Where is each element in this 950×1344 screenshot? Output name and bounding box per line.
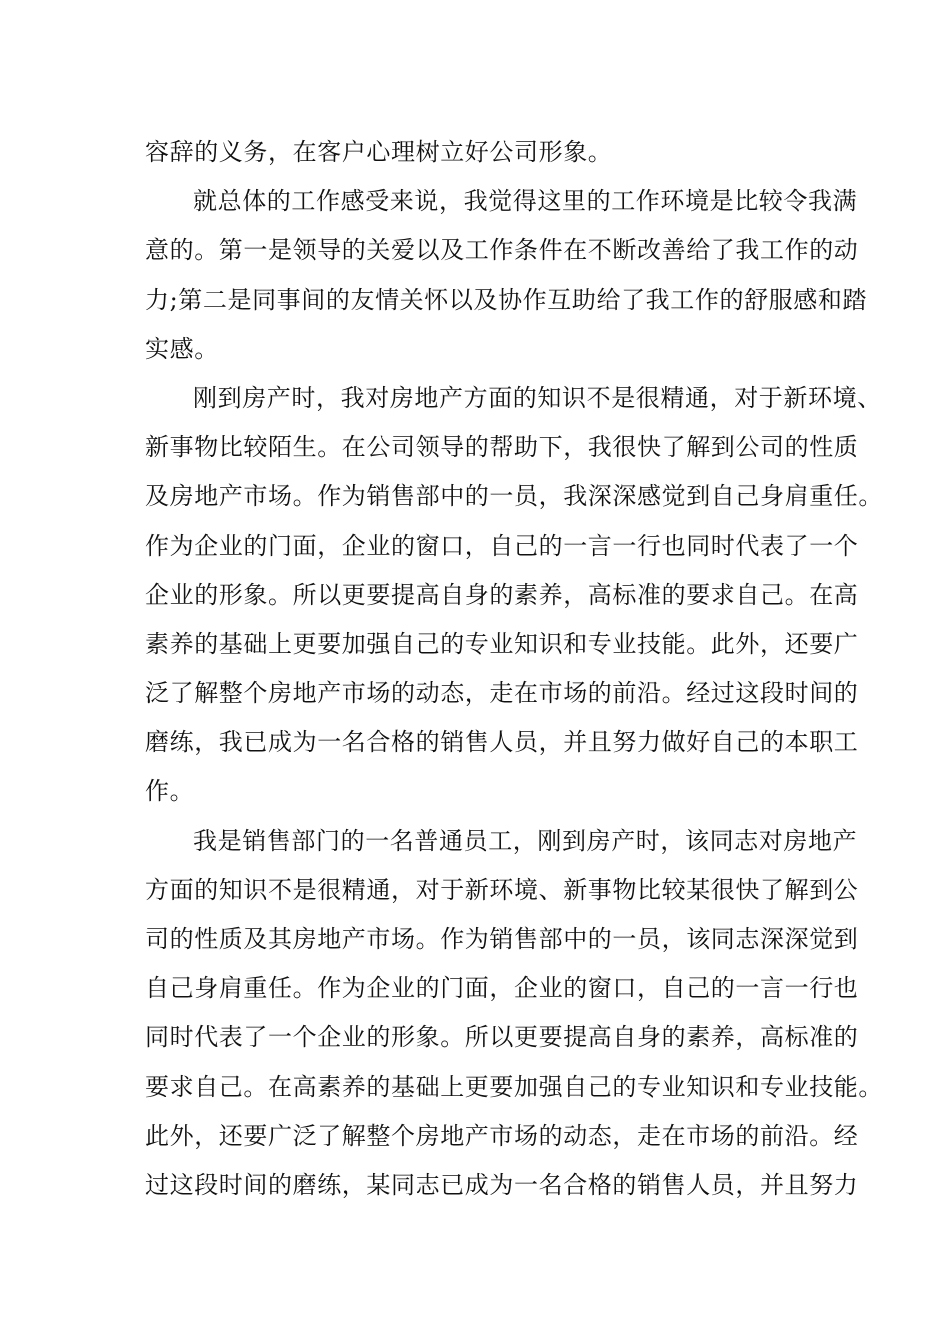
text-line: 容辞的义务，在客户心理树立好公司形象。 [145,138,613,166]
text-line: 方面的知识不是很精通，对于新环境、新事物比较某很快了解到公 [145,875,859,904]
text-line: 作为企业的门面，企业的窗口，自己的一言一行也同时代表了一个 [145,531,859,560]
text-line: 泛了解整个房地产市场的动态，走在市场的前沿。经过这段时间的 [145,679,859,708]
document-body [145,128,883,1210]
text-line: 新事物比较陌生。在公司领导的帮助下，我很快了解到公司的性质 [145,433,859,462]
text-line: 力;第二是同事间的友情关怀以及协作互助给了我工作的舒服感和踏 [145,285,868,314]
text-line: 实感。 [145,334,219,363]
text-line: 要求自己。在高素养的基础上更要加强自己的专业知识和专业技能。 [145,1072,883,1101]
text-line: 自己身肩重任。作为企业的门面，企业的窗口，自己的一言一行也 [145,974,859,1003]
text-line: 司的性质及其房地产市场。作为销售部中的一员，该同志深深觉到 [145,925,859,953]
text-line: 过这段时间的磨练，某同志已成为一名合格的销售人员，并且努力 [145,1170,859,1199]
text-line: 素养的基础上更要加强自己的专业知识和专业技能。此外，还要广 [145,629,859,658]
text-line: 同时代表了一个企业的形象。所以更要提高自身的素养，高标准的 [145,1023,859,1052]
text-line: 作。 [145,777,195,806]
text-line: 及房地产市场。作为销售部中的一员，我深深感觉到自己身肩重任。 [145,482,883,511]
paragraph-start-line: 我是销售部门的一名普通员工，刚到房产时，该同志对房地产 [193,826,858,855]
text-line: 意的。第一是领导的关爱以及工作条件在不断改善给了我工作的动 [145,236,859,265]
text-line: 此外，还要广泛了解整个房地产市场的动态，走在市场的前沿。经 [145,1121,859,1150]
text-line: 磨练，我已成为一名合格的销售人员，并且努力做好自己的本职工 [145,728,859,757]
paragraph-start-line: 刚到房产时，我对房地产方面的知识不是很精通，对于新环境、 [193,383,882,412]
text-line: 企业的形象。所以更要提高自身的素养，高标准的要求自己。在高 [145,580,859,609]
paragraph-start-line: 就总体的工作感受来说，我觉得这里的工作环境是比较令我满 [193,187,858,216]
